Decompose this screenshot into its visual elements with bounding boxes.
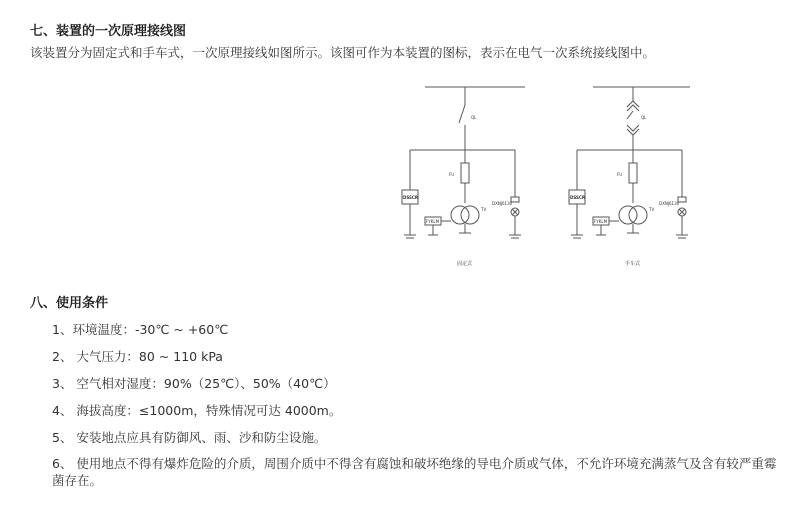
caption-left: 固定式 xyxy=(457,261,473,267)
condition-item: 3、 空气相对湿度：90%（25℃）、50%（40℃） xyxy=(52,376,336,391)
wiring-diagram-drawout xyxy=(555,75,725,275)
pt-label-left: TV xyxy=(481,207,487,212)
section-8-heading: 八、使用条件 xyxy=(30,296,109,311)
condition-item: 4、 海拔高度：≤1000m，特殊情况可达 4000m。 xyxy=(52,403,342,418)
fuse-label-right: FU xyxy=(617,172,623,177)
box1-label-right: DSSCR xyxy=(570,195,585,200)
caption-right: 手车式 xyxy=(625,261,641,267)
condition-item: 5、 安装地点应具有防御风、雨、沙和防尘设施。 xyxy=(52,430,327,445)
box2-label-left: FYKLM xyxy=(426,219,440,224)
box1-label-left: DSSCR xyxy=(403,195,418,200)
condition-item: 2、 大气压力：80 ~ 110 kPa xyxy=(52,349,223,364)
switch-label-right: QL xyxy=(641,115,647,120)
wiring-diagram-fixed xyxy=(385,75,555,275)
switch-label-left: QL xyxy=(471,115,477,120)
pt-label-right: TV xyxy=(649,207,655,212)
indicator-label-left: DXNJ6130 xyxy=(492,201,513,206)
section-7-intro: 该装置分为固定式和手车式，一次原理接线如图所示。该图可作为本装置的图标，表示在电气一次系统接线图中。 xyxy=(30,45,656,60)
fuse-label-left: FU xyxy=(449,172,455,177)
indicator-label-right: DXNJ6130 xyxy=(659,201,680,206)
box2-label-right: FYKLM xyxy=(594,219,608,224)
condition-item: 6、 使用地点不得有爆炸危险的介质，周围介质中不得含有腐蚀和破坏绝缘的导电介质或气体，不允许环境充满蒸气及含有较严重霉菌存在。 xyxy=(52,456,777,488)
section-7-heading: 七、装置的一次原理接线图 xyxy=(30,24,187,39)
condition-item: 1、环境温度：-30℃ ~ +60℃ xyxy=(52,322,229,337)
